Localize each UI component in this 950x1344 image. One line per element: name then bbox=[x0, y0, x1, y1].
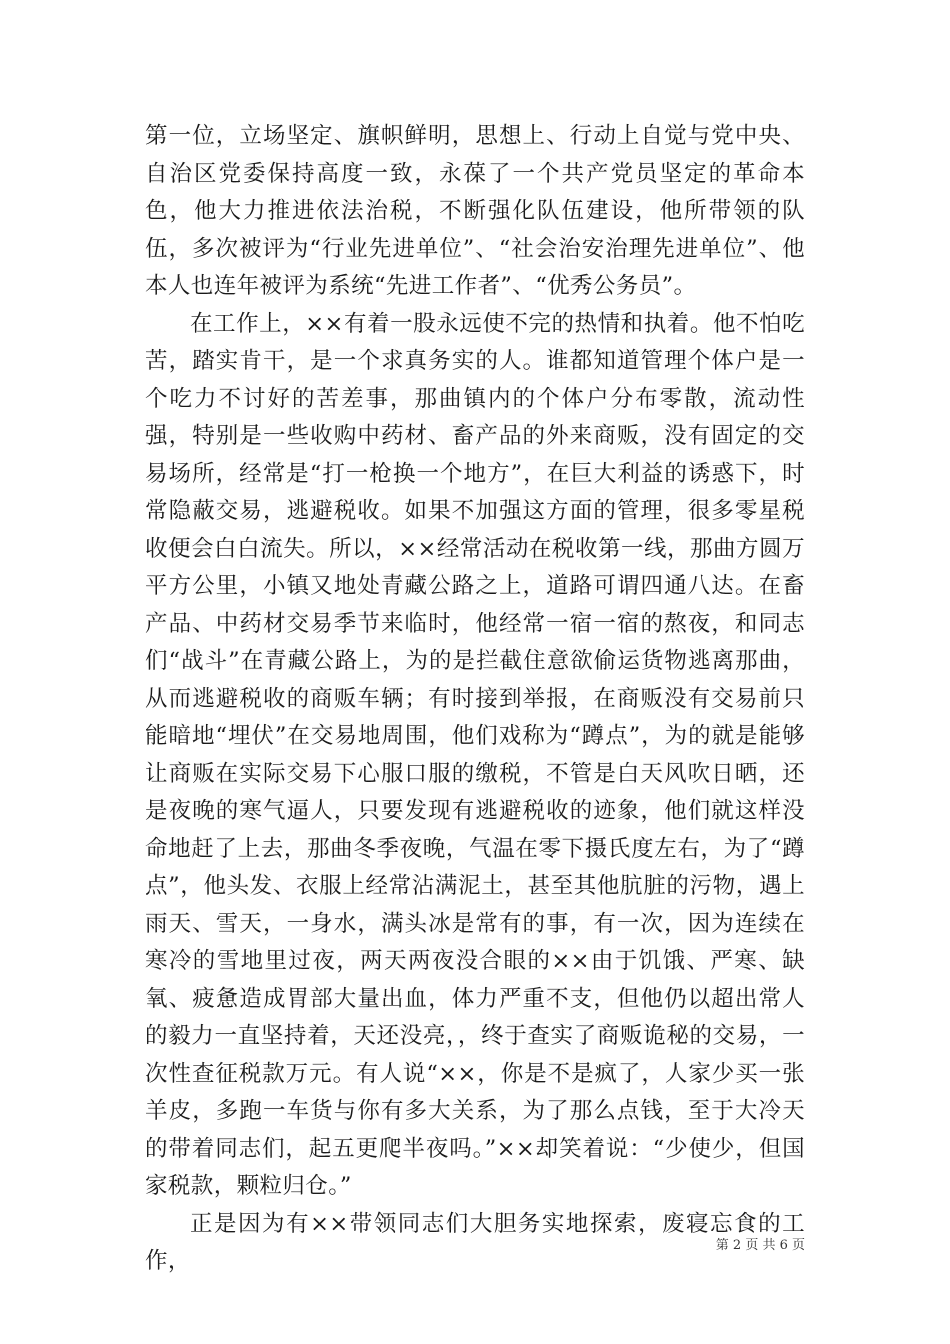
page-number-footer: 第 2 页 共 6 页 bbox=[715, 1238, 805, 1253]
paragraph-1: 第一位，立场坚定、旗帜鲜明，思想上、行动上自觉与党中央、自治区党委保持高度一致，永葆了一个共产党员坚定的革命本色，他大力推进依法治税，不断强化队伍建设，他所带领的队伍，多次被评为“行业先进单位”、“社会治安治理先进单位”、他本人也连年被评为系统“先进工作者”、“优秀公务员”。 bbox=[145, 123, 805, 299]
paragraph-3: 正是因为有××带领同志们大胆务实地探索，废寝忘食的工作， bbox=[145, 1210, 805, 1274]
document-body bbox=[145, 118, 805, 1281]
paragraph-2: 在工作上，××有着一股永远使不完的热情和执着。他不怕吃苦，踏实肯干，是一个求真务实的人。谁都知道管理个体户是一个吃力不讨好的苦差事，那曲镇内的个体户分布零散，流动性强，特别是一些收购中药材、畜产品的外来商贩，没有固定的交易场所，经常是“打一枪换一个地方”，在巨大利益的诱惑下，时常隐蔽交易，逃避税收。如果不加强这方面的管理，很多零星税收便会白白流失。所以，××经常活动在税收第一线，那曲方圆万平方公里，小镇又地处青藏公路之上，道路可谓四通八达。在畜产品、中药材交易季节来临时，他经常一宿一宿的熬夜，和同志们“战斗”在青藏公路上，为的是拦截住意欲偷运货物逃离那曲，从而逃避税收的商贩车辆；有时接到举报，在商贩没有交易前只能暗地“埋伏”在交易地周围，他们戏称为“蹲点”，为的就是能够让商贩在实际交易下心服口服的缴税，不管是白天风吹日晒，还是夜晚的寒气逼人，只要发现有逃避税收的迹象，他们就这样没命地赶了上去，那曲冬季夜晚，气温在零下摄氏度左右，为了“蹲点”，他头发、衣服上经常沾满泥土，甚至其他肮脏的污物，遇上雨天、雪天，一身水，满头冰是常有的事，有一次，因为连续在寒冷的雪地里过夜，两天两夜没合眼的××由于饥饿、严寒、缺氧、疲惫造成胃部大量出血，体力严重不支，但他仍以超出常人的毅力一直坚持着，天还没亮，，终于查实了商贩诡秘的交易，一次性查征税款万元。有人说“××，你是不是疯了，人家少买一张羊皮，多跑一车货与你有多大关系，为了那么点钱，至于大冷天的带着同志们，起五更爬半夜吗。”××却笑着说：“少使少，但国家税款，颗粒归仓。” bbox=[145, 310, 805, 1199]
